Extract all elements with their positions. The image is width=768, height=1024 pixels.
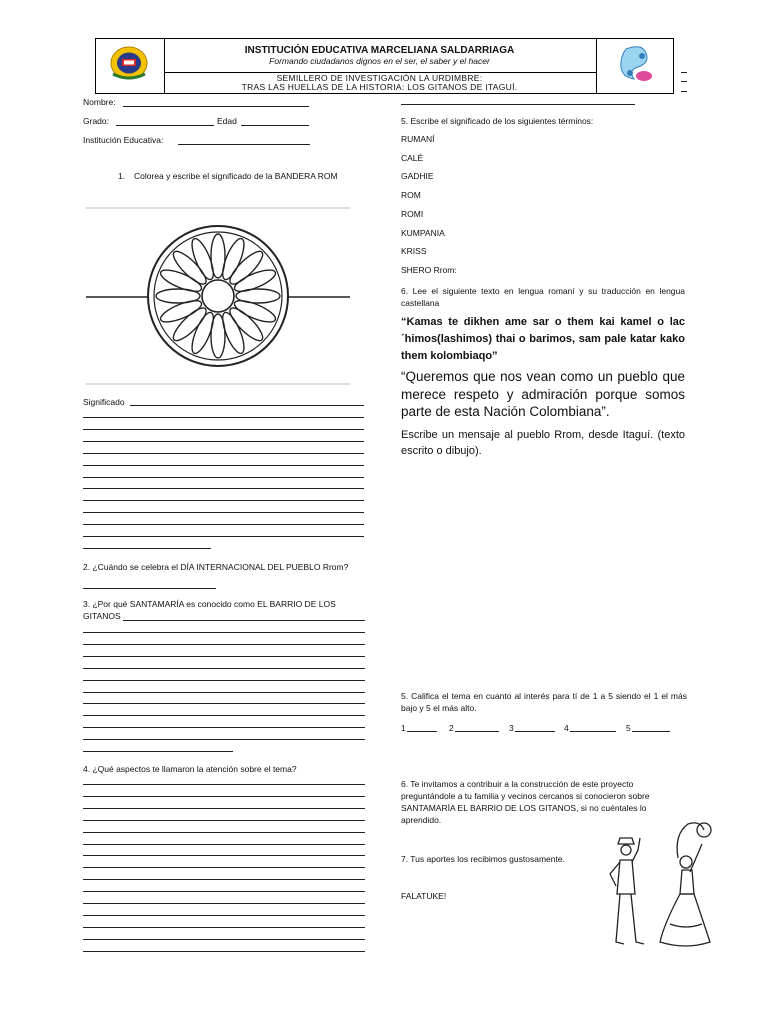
significado-answer-line[interactable] xyxy=(83,429,364,430)
significado-answer-line[interactable] xyxy=(83,548,211,549)
semillero-title-line2: TRAS LAS HUELLAS DE LA HISTORIA: LOS GITANOS DE ITAGUÍ. xyxy=(241,82,518,92)
rating-number: 5 xyxy=(626,723,631,733)
rating-field[interactable] xyxy=(570,731,616,732)
q4-answer-line[interactable] xyxy=(83,879,365,880)
q3-answer-line[interactable] xyxy=(83,632,365,633)
term-label: ROM xyxy=(401,190,421,201)
margin-dash xyxy=(681,72,687,73)
q4-answer-line[interactable] xyxy=(83,951,365,952)
romani-quote: “Kamas te dikhen ame sar o them kai kamel o lac ´himos(lashimos) thai o barimos, sam pale katar kako them kolombiaqo” xyxy=(401,316,685,362)
significado-answer-line[interactable] xyxy=(83,536,364,537)
margin-dash xyxy=(681,91,687,92)
term-label: KUMPANIA xyxy=(401,227,445,238)
q4-answer-line[interactable] xyxy=(83,784,365,785)
q1-text: Colorea y escribe el significado de la BANDERA ROM xyxy=(134,171,338,181)
nombre-field[interactable] xyxy=(123,106,309,107)
message-instruction: Escribe un mensaje al pueblo Rrom, desde Itaguí. (texto escrito o dibujo). xyxy=(401,429,685,457)
q4-answer-line[interactable] xyxy=(83,939,365,940)
q7-text: 7. Tus aportes los recibimos gustosamente. xyxy=(401,854,565,864)
nombre-label: Nombre: xyxy=(83,97,116,107)
institution-motto: Formando ciudadanos dignos en el ser, el saber y el hacer xyxy=(269,56,490,66)
significado-answer-line[interactable] xyxy=(83,524,364,525)
significado-answer-line[interactable] xyxy=(83,477,364,478)
term-label: SHERO Rrom: xyxy=(401,264,457,275)
institucion-label: Institución Educativa: xyxy=(83,135,164,145)
q4-answer-line[interactable] xyxy=(83,855,365,856)
institucion-field[interactable] xyxy=(178,144,310,145)
significado-answer-line[interactable] xyxy=(83,453,364,454)
q3-answer-line[interactable] xyxy=(83,739,365,740)
q4-answer-line[interactable] xyxy=(83,915,365,916)
significado-answer-line[interactable] xyxy=(83,465,364,466)
significado-answer-line[interactable] xyxy=(83,500,364,501)
q2-answer-field[interactable] xyxy=(83,588,216,589)
invite-text: 6. Te invitamos a contribuir a la construcción de este proyecto preguntándole a tu familia y vecinos cercanos si conocieron sobre SANTAMARÍA EL BARRIO DE LOS GITANOS, si no cuéntales lo aprendido. xyxy=(401,779,650,825)
q4-answer-line[interactable] xyxy=(83,832,365,833)
edad-field[interactable] xyxy=(241,125,309,126)
message-drawing-area[interactable] xyxy=(401,462,685,682)
q1-number: 1. xyxy=(118,171,126,181)
q3-answer-line[interactable] xyxy=(83,715,365,716)
q4-answer-line[interactable] xyxy=(83,820,365,821)
rating-number: 2 xyxy=(449,723,454,733)
grado-label: Grado: xyxy=(83,116,109,126)
q3-text-line2: GITANOS xyxy=(83,611,121,621)
q3-answer-line[interactable] xyxy=(83,703,365,704)
significado-field[interactable] xyxy=(130,405,364,406)
q4-answer-line[interactable] xyxy=(83,808,365,809)
q4-text: 4. ¿Qué aspectos te llamaron la atención sobre el tema? xyxy=(83,764,297,774)
term-label: KRISS xyxy=(401,246,427,257)
institution-name: INSTITUCIÓN EDUCATIVA MARCELIANA SALDARRIAGA xyxy=(244,45,515,56)
spanish-quote: “Queremos que nos vean como un pueblo que merece respeto y admiración porque somos parte de esta Nación Colombiana”. xyxy=(401,369,685,419)
rating-number: 4 xyxy=(564,723,569,733)
rating-question: 5. Califica el tema en cuanto al interés para tí de 1 a 5 siendo el 1 el más bajo y 5 el más alto. xyxy=(401,691,687,713)
rating-number: 3 xyxy=(509,723,514,733)
q6-text: 6. Lee el siguiente texto en lengua romaní y su traducción en lengua castellana xyxy=(401,286,685,308)
margin-dash xyxy=(681,81,687,82)
q3-text-line1: 3. ¿Por qué SANTAMARÍA es conocido como EL BARRIO DE LOS xyxy=(83,599,336,609)
romani-flag-drawing[interactable] xyxy=(84,204,352,388)
q5-text: 5. Escribe el significado de los siguientes términos: xyxy=(401,116,594,126)
q3-answer-line[interactable] xyxy=(83,680,365,681)
q4-answer-line[interactable] xyxy=(83,903,365,904)
significado-answer-line[interactable] xyxy=(83,441,364,442)
q4-answer-line[interactable] xyxy=(83,891,365,892)
grado-field[interactable] xyxy=(116,125,214,126)
rating-field[interactable] xyxy=(455,731,499,732)
top-right-line[interactable] xyxy=(401,104,635,105)
q3-answer-line[interactable] xyxy=(83,692,365,693)
q4-answer-line[interactable] xyxy=(83,796,365,797)
term-label: GADHIE xyxy=(401,171,434,182)
school-logo-icon xyxy=(108,44,150,82)
q4-answer-line[interactable] xyxy=(83,844,365,845)
term-label: CALÉ xyxy=(401,152,424,163)
rating-field[interactable] xyxy=(515,731,555,732)
edad-label: Edad xyxy=(217,116,237,126)
term-label: ROMI xyxy=(401,208,424,219)
q4-answer-line[interactable] xyxy=(83,927,365,928)
q3-answer-line[interactable] xyxy=(83,644,365,645)
farewell-text: FALATUKE! xyxy=(401,891,447,901)
significado-label: Significado xyxy=(83,397,125,407)
significado-answer-line[interactable] xyxy=(83,512,364,513)
significado-answer-line[interactable] xyxy=(83,488,364,489)
q3-answer-line[interactable] xyxy=(83,751,233,752)
q3-answer-field[interactable] xyxy=(123,620,365,621)
rating-number: 1 xyxy=(401,723,406,733)
semillero-title-line1: SEMILLERO DE INVESTIGACIÓN LA URDIMBRE: xyxy=(276,73,483,83)
project-logo-icon xyxy=(612,43,658,85)
q3-answer-line[interactable] xyxy=(83,727,365,728)
q3-answer-line[interactable] xyxy=(83,668,365,669)
significado-answer-line[interactable] xyxy=(83,417,364,418)
gypsy-dancers-illustration-icon xyxy=(604,814,714,950)
q3-answer-line[interactable] xyxy=(83,656,365,657)
term-label: RUMANÍ xyxy=(401,134,435,144)
q2-text: 2. ¿Cuándo se celebra el DÍA INTERNACIONAL DEL PUEBLO Rrom? xyxy=(83,562,349,572)
rating-field[interactable] xyxy=(407,731,437,732)
rating-field[interactable] xyxy=(632,731,670,732)
q4-answer-line[interactable] xyxy=(83,867,365,868)
